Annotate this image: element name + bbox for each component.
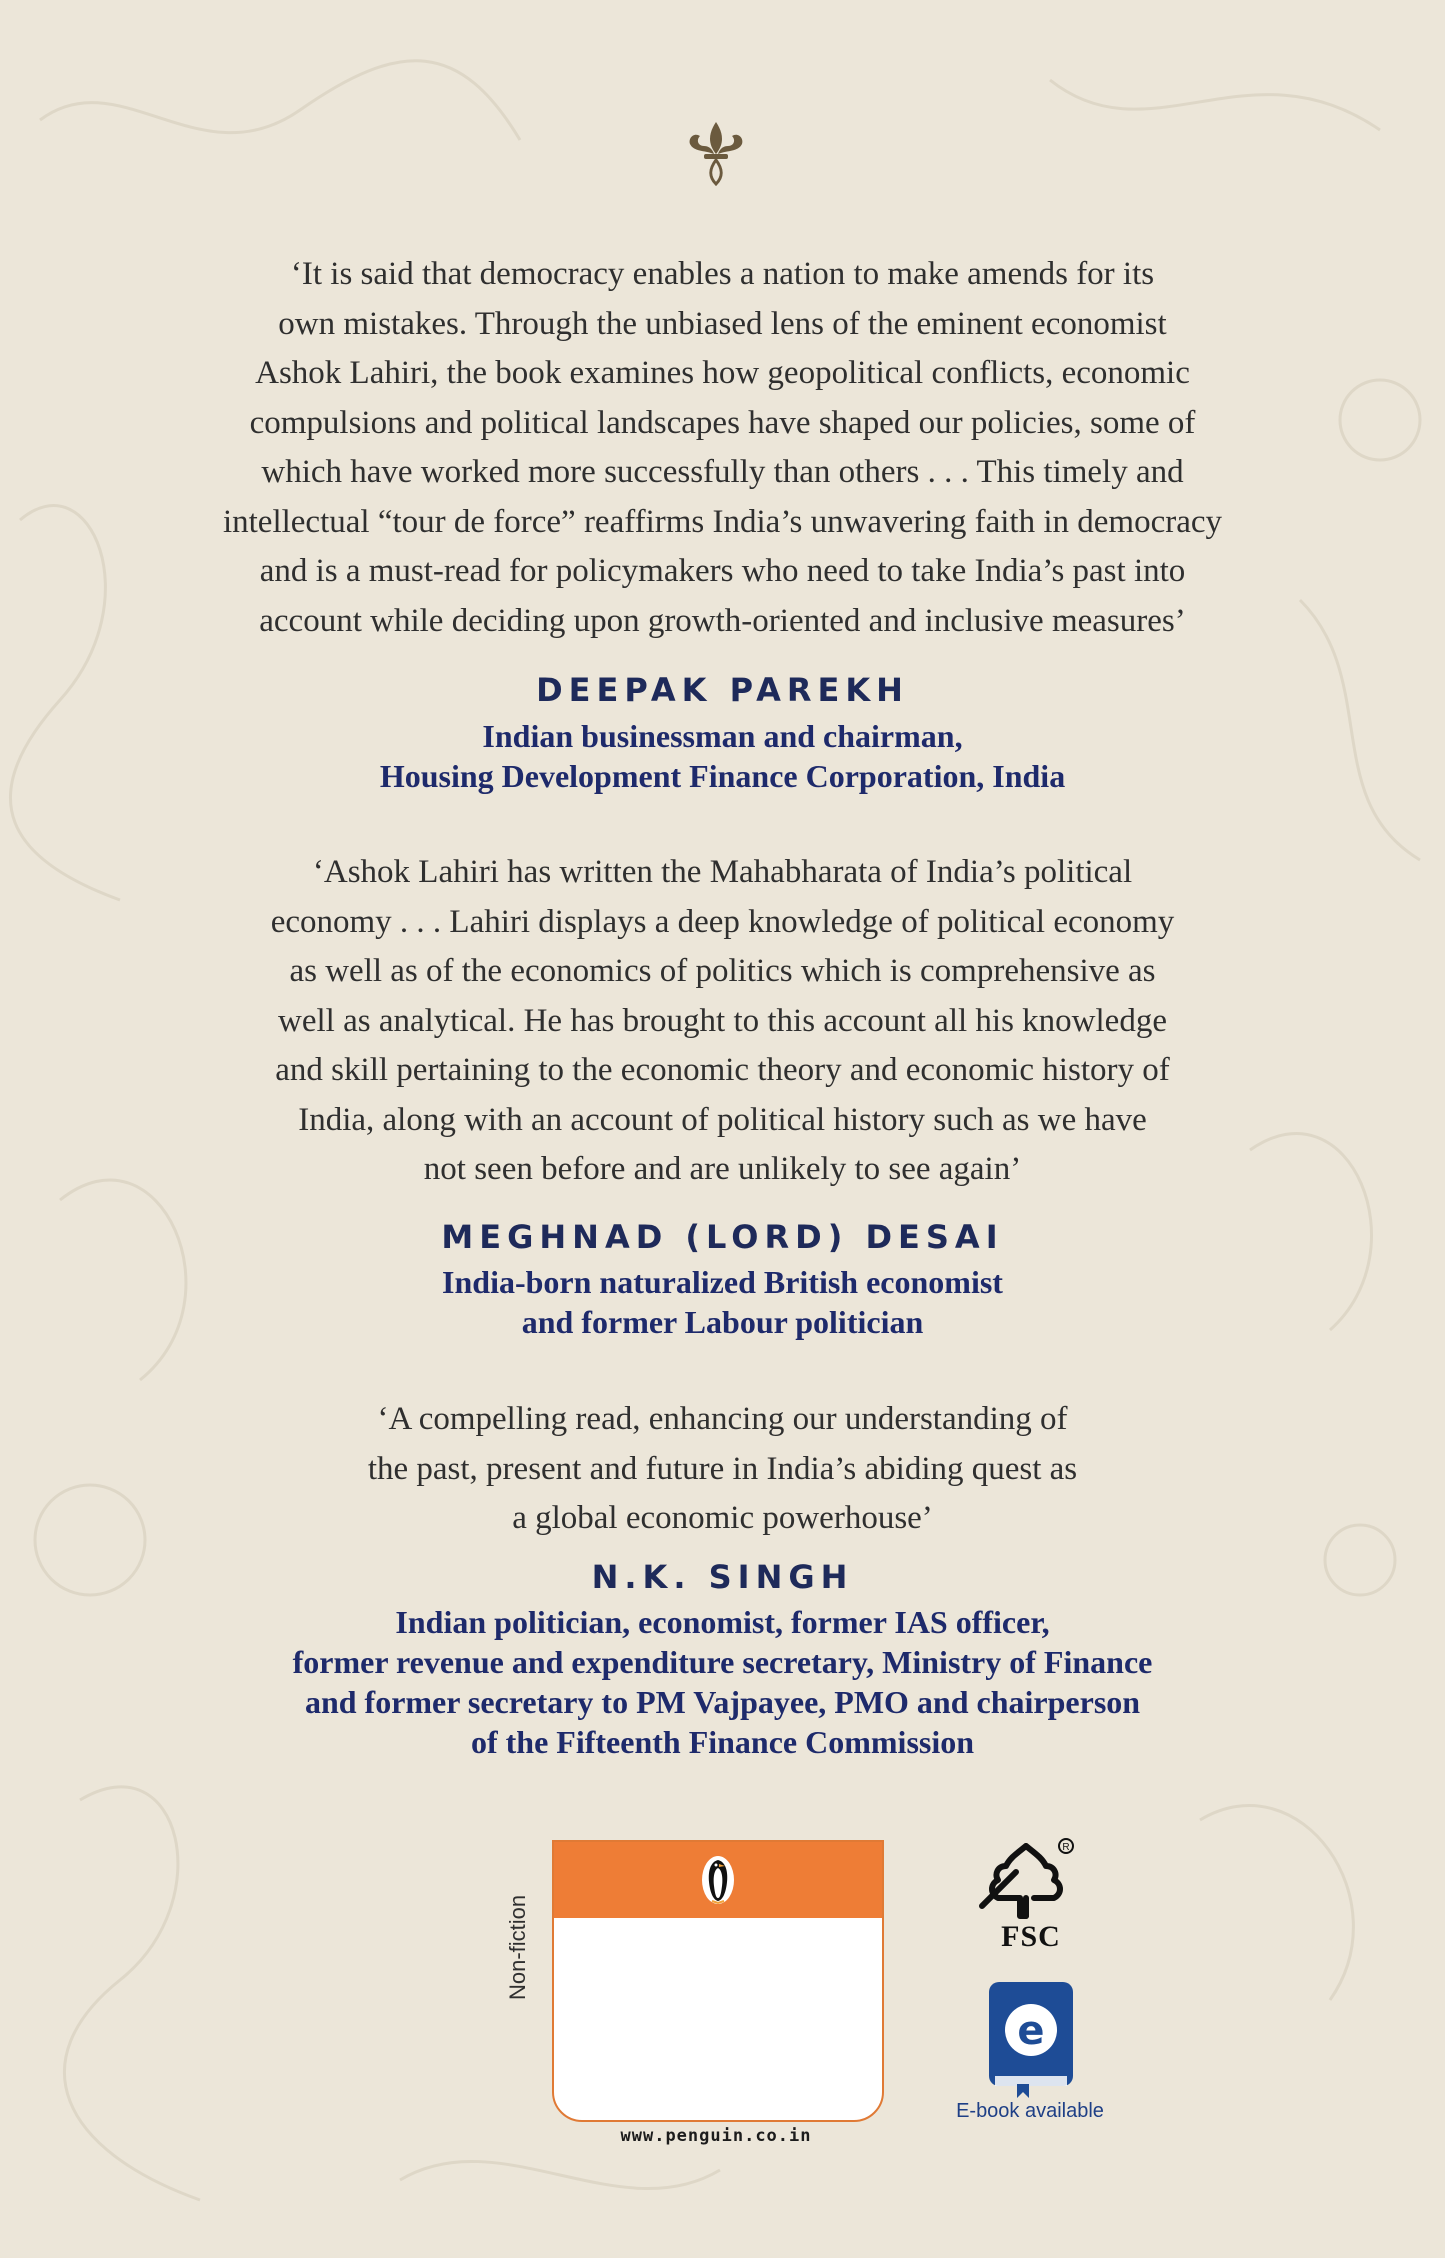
attribution-role [120, 1262, 1325, 1342]
role-line: India-born naturalized British economist [442, 1264, 1003, 1300]
attribution-name: N.K. SINGH [591, 1558, 854, 1596]
attribution-name: MEGHNAD (LORD) DESAI [441, 1218, 1004, 1256]
fsc-label: FSC [1001, 1920, 1061, 1953]
quote-line: which have worked more successfully than others . . . This timely and [261, 454, 1184, 490]
website-url: www.penguin.co.in [620, 2126, 812, 2146]
ebook-icon [987, 1980, 1075, 2100]
quote-line: a global economic powerhouse’ [512, 1500, 933, 1536]
quote-deepak-parekh [120, 250, 1325, 646]
role-line: Indian businessman and chairman, [482, 718, 963, 754]
quote-line: and skill pertaining to the economic theory and economic history of [275, 1052, 1170, 1088]
quote-line: the past, present and future in India’s abiding quest as [367, 1450, 1078, 1487]
quote-line: account while deciding upon growth-oriented and inclusive measures’ [259, 602, 1186, 639]
quote-line: ‘It is said that democracy enables a nation to make amends for its [290, 256, 1155, 292]
penguin-header-bar [554, 1842, 882, 1918]
quote-line: intellectual “tour de force” reaffirms India’s unwavering faith in democracy [222, 503, 1223, 540]
role-line: Housing Development Finance Corporation, India [379, 758, 1066, 794]
quote-line: and is a must-read for policymakers who need to take India’s past into [259, 553, 1186, 589]
category-label: Non-fiction [505, 1894, 530, 2000]
svg-text:R: R [1062, 1842, 1070, 1853]
ebook-available-label: E-book available [956, 2100, 1104, 2122]
barcode-panel [552, 1840, 884, 2122]
role-line: and former secretary to PM Vajpayee, PMO and chairperson [304, 1684, 1141, 1720]
quote-line: well as analytical. He has brought to this account all his knowledge [278, 1002, 1167, 1039]
svg-text:e: e [1017, 2008, 1045, 2054]
fleur-ornament-icon [686, 120, 746, 186]
quote-line: ‘Ashok Lahiri has written the Mahabharata of India’s political [312, 854, 1133, 890]
penguin-logo-icon [700, 1854, 736, 1906]
quote-line: Ashok Lahiri, the book examines how geopolitical conflicts, economic [255, 355, 1190, 391]
quote-line: ‘A compelling read, enhancing our understanding of [377, 1401, 1068, 1437]
quote-line: as well as of the economics of politics which is comprehensive as [289, 953, 1156, 989]
quote-line: India, along with an account of political history such as we have [298, 1101, 1147, 1138]
quote-line: compulsions and political landscapes have shaped our policies, some of [249, 404, 1196, 441]
quote-line: own mistakes. Through the unbiased lens of the eminent economist [278, 305, 1167, 342]
role-line: former revenue and expenditure secretary, Ministry of Finance [292, 1644, 1153, 1680]
quote-nk-singh [120, 1395, 1325, 1544]
role-line: Indian politician, economist, former IAS officer, [395, 1604, 1050, 1640]
quote-line: economy . . . Lahiri displays a deep knowledge of political economy [270, 903, 1175, 940]
quote-meghnad-desai [120, 848, 1325, 1195]
role-line: and former Labour politician [521, 1304, 924, 1340]
attribution-role [120, 716, 1325, 796]
attribution-name: DEEPAK PAREKH [536, 671, 909, 709]
quote-line: not seen before and are unlikely to see again’ [423, 1151, 1022, 1187]
attribution-role [120, 1602, 1325, 1762]
role-line: of the Fifteenth Finance Commission [470, 1724, 975, 1760]
